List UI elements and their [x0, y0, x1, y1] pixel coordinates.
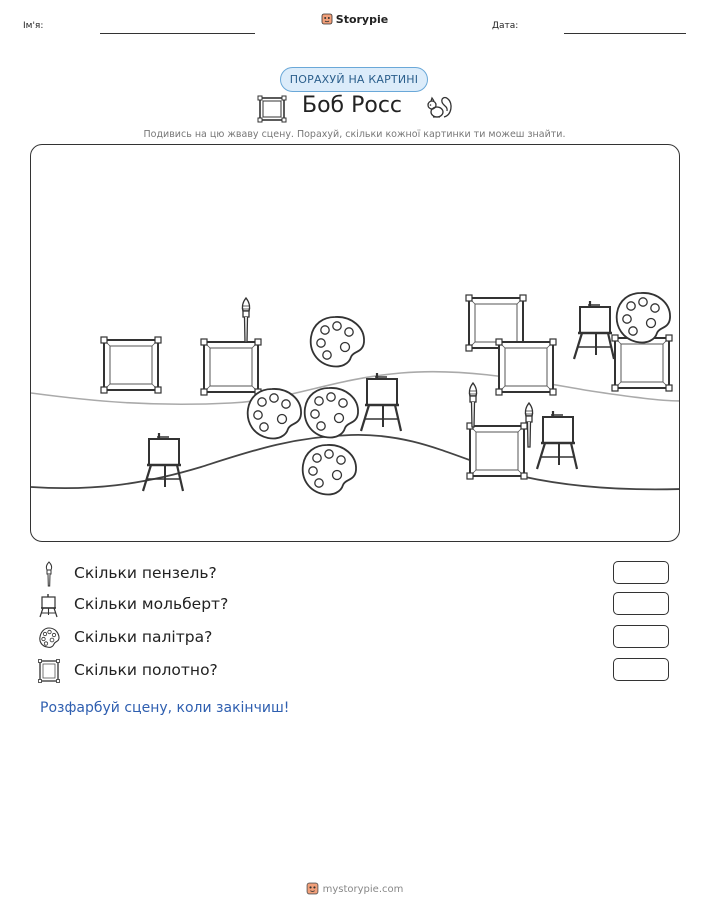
date-label: Дата: — [492, 21, 519, 31]
canvas-item — [467, 423, 527, 479]
palette-item — [303, 445, 356, 495]
easel-icon — [38, 592, 60, 618]
paintbrush-item — [469, 383, 476, 427]
question-text: Скільки палітра? — [74, 628, 213, 646]
scene-drawing — [31, 145, 680, 542]
title-row — [0, 93, 709, 125]
squirrel-icon — [424, 93, 454, 121]
question-text: Скільки полотно? — [74, 661, 218, 679]
question-text: Скільки мольберт? — [74, 595, 229, 613]
canvas-icon — [38, 658, 60, 684]
answer-box[interactable] — [613, 658, 669, 681]
answer-box[interactable] — [613, 561, 669, 584]
site-url[interactable]: mystorypie.com — [322, 884, 404, 895]
date-line[interactable] — [564, 33, 686, 34]
easel-item — [537, 411, 577, 469]
brand-name: Storypie — [335, 13, 389, 26]
question-palette — [38, 625, 678, 651]
easel-item — [574, 301, 614, 359]
canvas-item — [201, 339, 261, 395]
canvas-item — [496, 339, 556, 395]
canvas-item — [101, 337, 161, 393]
storypie-icon — [306, 882, 319, 895]
palette-icon — [38, 625, 60, 651]
palette-item — [305, 388, 358, 438]
palette-item — [617, 293, 670, 343]
question-brush — [38, 561, 678, 587]
paintbrush-icon — [38, 561, 60, 587]
name-label: Ім'я: — [23, 21, 44, 31]
answer-box[interactable] — [613, 592, 669, 615]
canvas-icon — [257, 95, 287, 123]
question-easel — [38, 592, 678, 618]
question-text: Скільки пензель? — [74, 564, 217, 582]
question-canvas — [38, 658, 678, 684]
page-title: Боб Росс — [302, 93, 403, 118]
brand-logo — [0, 13, 709, 26]
count-badge: ПОРАХУЙ НА КАРТИНІ — [280, 67, 428, 92]
storypie-icon — [321, 13, 333, 25]
easel-item — [361, 373, 401, 431]
easel-item — [143, 433, 183, 491]
coloring-instruction: Розфарбуй сцену, коли закінчиш! — [40, 700, 290, 716]
counting-scene — [30, 144, 680, 542]
palette-item — [248, 389, 301, 439]
name-line[interactable] — [100, 33, 255, 34]
site-footer — [0, 882, 709, 895]
instructions: Подивись на цю жваву сцену. Порахуй, скільки кожної картинки ти можеш знайти. — [143, 129, 566, 140]
palette-item — [311, 317, 364, 367]
answer-box[interactable] — [613, 625, 669, 648]
paintbrush-item — [242, 298, 249, 342]
